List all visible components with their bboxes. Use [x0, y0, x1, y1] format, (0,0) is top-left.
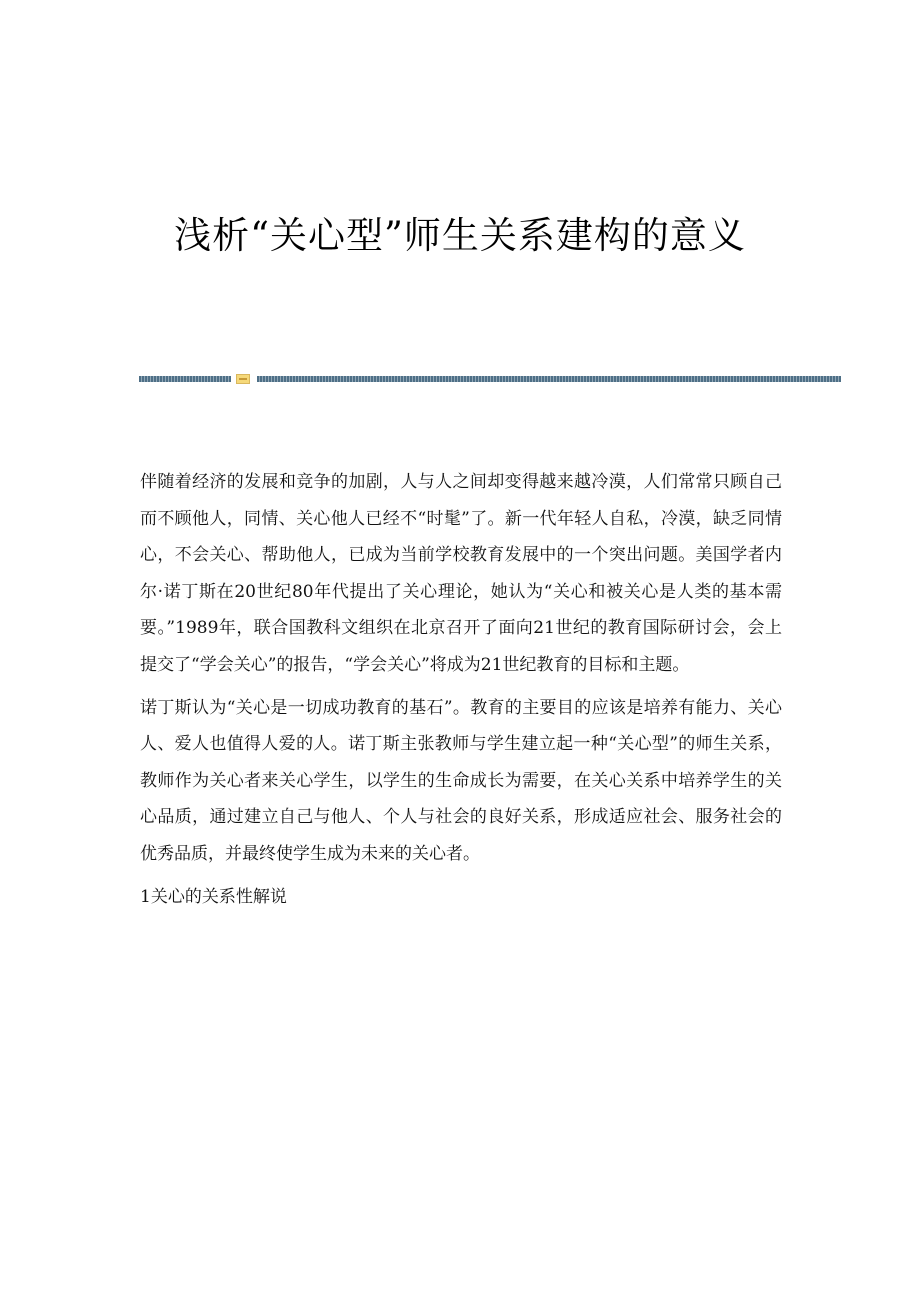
- title-divider: [139, 374, 841, 384]
- divider-ornament-icon: [236, 374, 250, 384]
- article-body: [140, 464, 782, 915]
- paragraph-intro: 伴随着经济的发展和竞争的加剧，人与人之间却变得越来越冷漠，人们常常只顾自己而不顾他人，同情、关心他人已经不“时髦”了。新一代年轻人自私，冷漠，缺乏同情心，不会关心、帮助他人，已成为当前学校教育发展中的一个突出问题。美国学者内尔·诺丁斯在20世纪80年代提出了关心理论，她认为“关心和被关心是人类的基本需要。”1989年，联合国教科文组织在北京召开了面向21世纪的教育国际研讨会，会上提交了“学会关心”的报告，“学会关心”将成为21世纪教育的目标和主题。: [140, 472, 782, 675]
- divider-bar-left: [139, 376, 231, 382]
- divider-bar-right: [257, 376, 841, 382]
- section-heading: 1关心的关系性解说: [140, 886, 287, 907]
- paragraph-noddings: 诺丁斯认为“关心是一切成功教育的基石”。教育的主要目的应该是培养有能力、关心人、爱人也值得人爱的人。诺丁斯主张教师与学生建立起一种“关心型”的师生关系，教师作为关心者来关心学生，以学生的生命成长为需要，在关心关系中培养学生的关心品质，通过建立自己与他人、个人与社会的良好关系，形成适应社会、服务社会的优秀品质，并最终使学生成为未来的关心者。: [140, 697, 782, 864]
- page-title: 浅析“关心型”师生关系建构的意义: [174, 214, 746, 257]
